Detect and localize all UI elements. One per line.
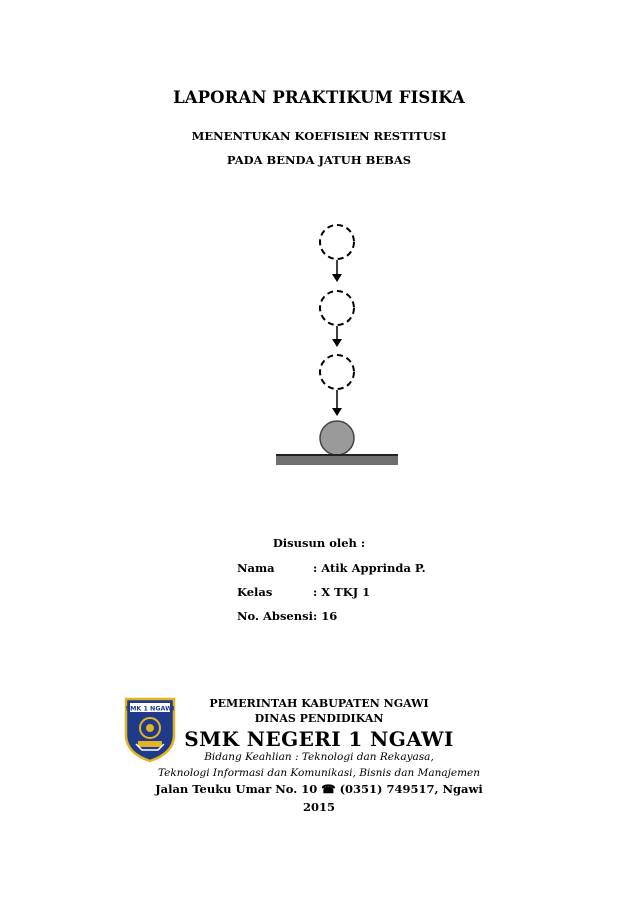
report-subtitle-line1: MENENTUKAN KOEFISIEN RESTITUSI bbox=[191, 129, 447, 143]
author-heading: Disusun oleh : bbox=[272, 536, 366, 550]
ground-line bbox=[276, 454, 398, 456]
report-year: 2015 bbox=[302, 800, 335, 814]
address-phone: (0351) 749517, Ngawi bbox=[335, 782, 483, 796]
school-name: SMK NEGERI 1 NGAWI bbox=[184, 727, 454, 751]
author-label-class: Kelas bbox=[237, 585, 273, 599]
author-label-name: Nama bbox=[237, 561, 275, 575]
author-row-class bbox=[237, 585, 370, 599]
author-value-class: : X TKJ 1 bbox=[313, 585, 371, 599]
report-subtitle-line2: PADA BENDA JATUH BEBAS bbox=[226, 153, 412, 167]
logo-text: SMK 1 NGAWI bbox=[125, 705, 175, 713]
phone-icon: ☎ bbox=[321, 782, 336, 796]
author-row-name bbox=[237, 561, 426, 575]
field-line-1: Bidang Keahlian : Teknologi dan Rekayasa, bbox=[204, 751, 434, 763]
department-name: DINAS PENDIDIKAN bbox=[254, 712, 384, 725]
report-title: LAPORAN PRAKTIKUM FISIKA bbox=[173, 88, 465, 107]
fall-arrowhead-2 bbox=[332, 339, 342, 347]
author-value-absence: : 16 bbox=[313, 609, 338, 623]
government-name: PEMERINTAH KABUPATEN NGAWI bbox=[209, 697, 429, 710]
fall-arrowhead-1 bbox=[332, 274, 342, 282]
ball-on-ground bbox=[320, 421, 354, 455]
author-label-absence: No. Absensi bbox=[237, 609, 313, 623]
school-address bbox=[0, 782, 638, 796]
address-street: Jalan Teuku Umar No. 10 bbox=[155, 782, 318, 796]
author-value-name: : Atik Apprinda P. bbox=[313, 561, 426, 575]
ball-position-3 bbox=[320, 355, 354, 389]
ground-shadow bbox=[276, 456, 398, 465]
author-row-absence bbox=[237, 609, 337, 623]
ball-position-2 bbox=[320, 291, 354, 325]
field-line-2: Teknologi Informasi dan Komunikasi, Bisnis dan Manajemen bbox=[157, 767, 481, 779]
ball-position-1 bbox=[320, 225, 354, 259]
fall-arrowhead-3 bbox=[332, 408, 342, 416]
free-fall-diagram bbox=[274, 222, 400, 472]
